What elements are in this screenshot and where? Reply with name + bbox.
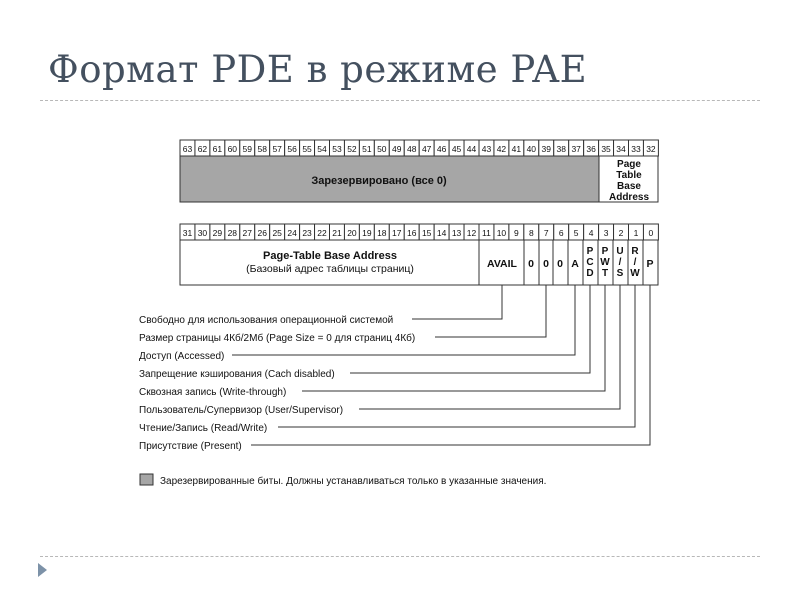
bit2-letter: S — [616, 268, 624, 279]
description-page-size: Размер страницы 4Кб/2Мб (Page Size = 0 для страниц 4Кб) — [139, 333, 416, 344]
upper-bit-number: 36 — [586, 144, 596, 154]
lower-bit-number: 6 — [558, 228, 564, 238]
play-arrow-icon — [38, 563, 47, 577]
bit3-letter: T — [601, 268, 609, 279]
upper-bit-number: 55 — [302, 144, 312, 154]
base-address-title: Page-Table Base Address — [263, 250, 397, 262]
upper-bit-number: 52 — [347, 144, 357, 154]
upper-bit-numbers — [180, 140, 658, 156]
upper-bit-number: 59 — [242, 144, 253, 154]
lower-bit-number: 13 — [451, 228, 462, 238]
upper-bit-number: 57 — [272, 144, 282, 154]
lower-bit-number: 30 — [197, 228, 208, 238]
lower-bit-number: 18 — [377, 228, 387, 238]
lower-bit-number: 2 — [618, 228, 624, 238]
upper-bit-number: 61 — [212, 144, 223, 154]
bit1-letter: / — [633, 257, 637, 268]
upper-bit-number: 53 — [332, 144, 342, 154]
upper-bit-number: 37 — [571, 144, 581, 154]
lower-bit-number: 15 — [421, 228, 432, 238]
lower-bit-number: 17 — [392, 228, 402, 238]
lower-bit-number: 10 — [496, 228, 507, 238]
lower-bit-number: 14 — [436, 228, 447, 238]
lower-bit-number: 0 — [648, 228, 654, 238]
upper-bit-number: 34 — [616, 144, 626, 154]
description-read-write: Чтение/Запись (Read/Write) — [139, 423, 268, 434]
upper-bit-number: 33 — [631, 144, 641, 154]
lower-bit-number: 20 — [347, 228, 357, 238]
bit-descriptions — [139, 314, 415, 452]
description-write-through: Сквозная запись (Write-through) — [139, 387, 287, 398]
upper-bit-number: 54 — [317, 144, 327, 154]
upper-bit-number: 47 — [421, 144, 432, 154]
upper-bit-number: 35 — [601, 144, 611, 154]
upper-bit-number: 44 — [466, 144, 477, 154]
lower-bit-number: 24 — [287, 228, 297, 238]
bit4-letter: P — [586, 246, 594, 257]
upper-bit-number: 50 — [377, 144, 387, 154]
bit6-label: 0 — [557, 258, 563, 270]
lower-bit-number: 3 — [603, 228, 609, 238]
slide-title: Формат PDE в режиме PAE — [48, 48, 588, 91]
lower-bit-number: 16 — [406, 228, 417, 238]
upper-bit-number: 60 — [227, 144, 238, 154]
lower-bit-number: 27 — [242, 228, 253, 238]
bit2-letter: / — [618, 257, 622, 268]
bit4-pcd-label — [586, 246, 593, 279]
upper-bit-number: 62 — [197, 144, 208, 154]
upper-bit-number: 63 — [182, 144, 193, 154]
legend-swatch — [140, 474, 153, 485]
lower-bit-number: 21 — [332, 228, 342, 238]
legend-text: Зарезервированные биты. Должны устанавливаться только в указанные значения. — [160, 476, 547, 487]
base-address-subtitle: (Базовый адрес таблицы страниц) — [246, 263, 414, 275]
lower-bit-number: 19 — [362, 228, 372, 238]
lower-bit-numbers — [180, 224, 658, 240]
upper-base-line: Page — [617, 159, 641, 170]
lower-bit-number: 9 — [514, 228, 519, 238]
upper-bit-number: 38 — [556, 144, 566, 154]
lower-bit-number: 1 — [633, 228, 639, 238]
description-cache-disabled: Запрещение кэширования (Cach disabled) — [139, 369, 335, 380]
description-accessed: Доступ (Accessed) — [139, 351, 225, 362]
lower-bit-number: 23 — [302, 228, 312, 238]
bit7-label: 0 — [543, 258, 549, 270]
bit2-letter: U — [616, 246, 624, 257]
upper-bit-number: 58 — [257, 144, 267, 154]
reserved-field-label: Зарезервировано (все 0) — [311, 175, 447, 187]
upper-bit-number: 40 — [526, 144, 537, 154]
upper-bit-number: 41 — [511, 144, 522, 154]
upper-bit-number: 48 — [406, 144, 417, 154]
upper-base-line: Base — [617, 181, 641, 192]
bit4-letter: C — [586, 257, 594, 268]
bit5-accessed-label: A — [571, 258, 579, 270]
bit3-letter: P — [601, 246, 609, 257]
bit1-letter: R — [631, 246, 639, 257]
upper-bit-number: 43 — [481, 144, 492, 154]
leader-lines — [232, 285, 650, 445]
bit3-letter: W — [600, 257, 610, 268]
lower-bit-number: 7 — [543, 228, 549, 238]
upper-base-line: Address — [608, 192, 650, 203]
lower-bit-number: 8 — [528, 228, 534, 238]
lower-bit-number: 22 — [317, 228, 327, 238]
upper-bit-number: 49 — [392, 144, 402, 154]
upper-bit-number: 45 — [451, 144, 462, 154]
upper-bit-number: 32 — [646, 144, 656, 154]
bit4-letter: D — [586, 268, 594, 279]
lower-bit-number: 11 — [482, 228, 491, 238]
description-avail: Свободно для использования операционной системой — [139, 315, 394, 326]
lower-bit-number: 28 — [227, 228, 238, 238]
lower-bit-number: 31 — [182, 228, 193, 238]
lower-bit-number: 4 — [588, 228, 594, 238]
bit8-label: 0 — [528, 258, 534, 270]
lower-bit-number: 26 — [257, 228, 267, 238]
description-present: Присутствие (Present) — [139, 441, 242, 452]
upper-bit-number: 46 — [436, 144, 447, 154]
avail-field-label: AVAIL — [487, 258, 517, 270]
upper-base-line: Table — [616, 170, 642, 181]
lower-bit-number: 25 — [272, 228, 282, 238]
bit1-letter: W — [630, 268, 640, 279]
bit0-present-label: P — [646, 258, 654, 270]
lower-bit-number: 12 — [466, 228, 477, 238]
lower-bit-number: 5 — [573, 228, 579, 238]
upper-bit-number: 39 — [541, 144, 552, 154]
upper-bit-number: 42 — [496, 144, 507, 154]
upper-bit-number: 56 — [287, 144, 297, 154]
footer-divider — [40, 556, 760, 557]
description-user-supervisor: Пользователь/Супервизор (User/Supervisor) — [139, 405, 344, 416]
upper-bit-number: 51 — [362, 144, 372, 154]
lower-bit-number: 29 — [212, 228, 223, 238]
